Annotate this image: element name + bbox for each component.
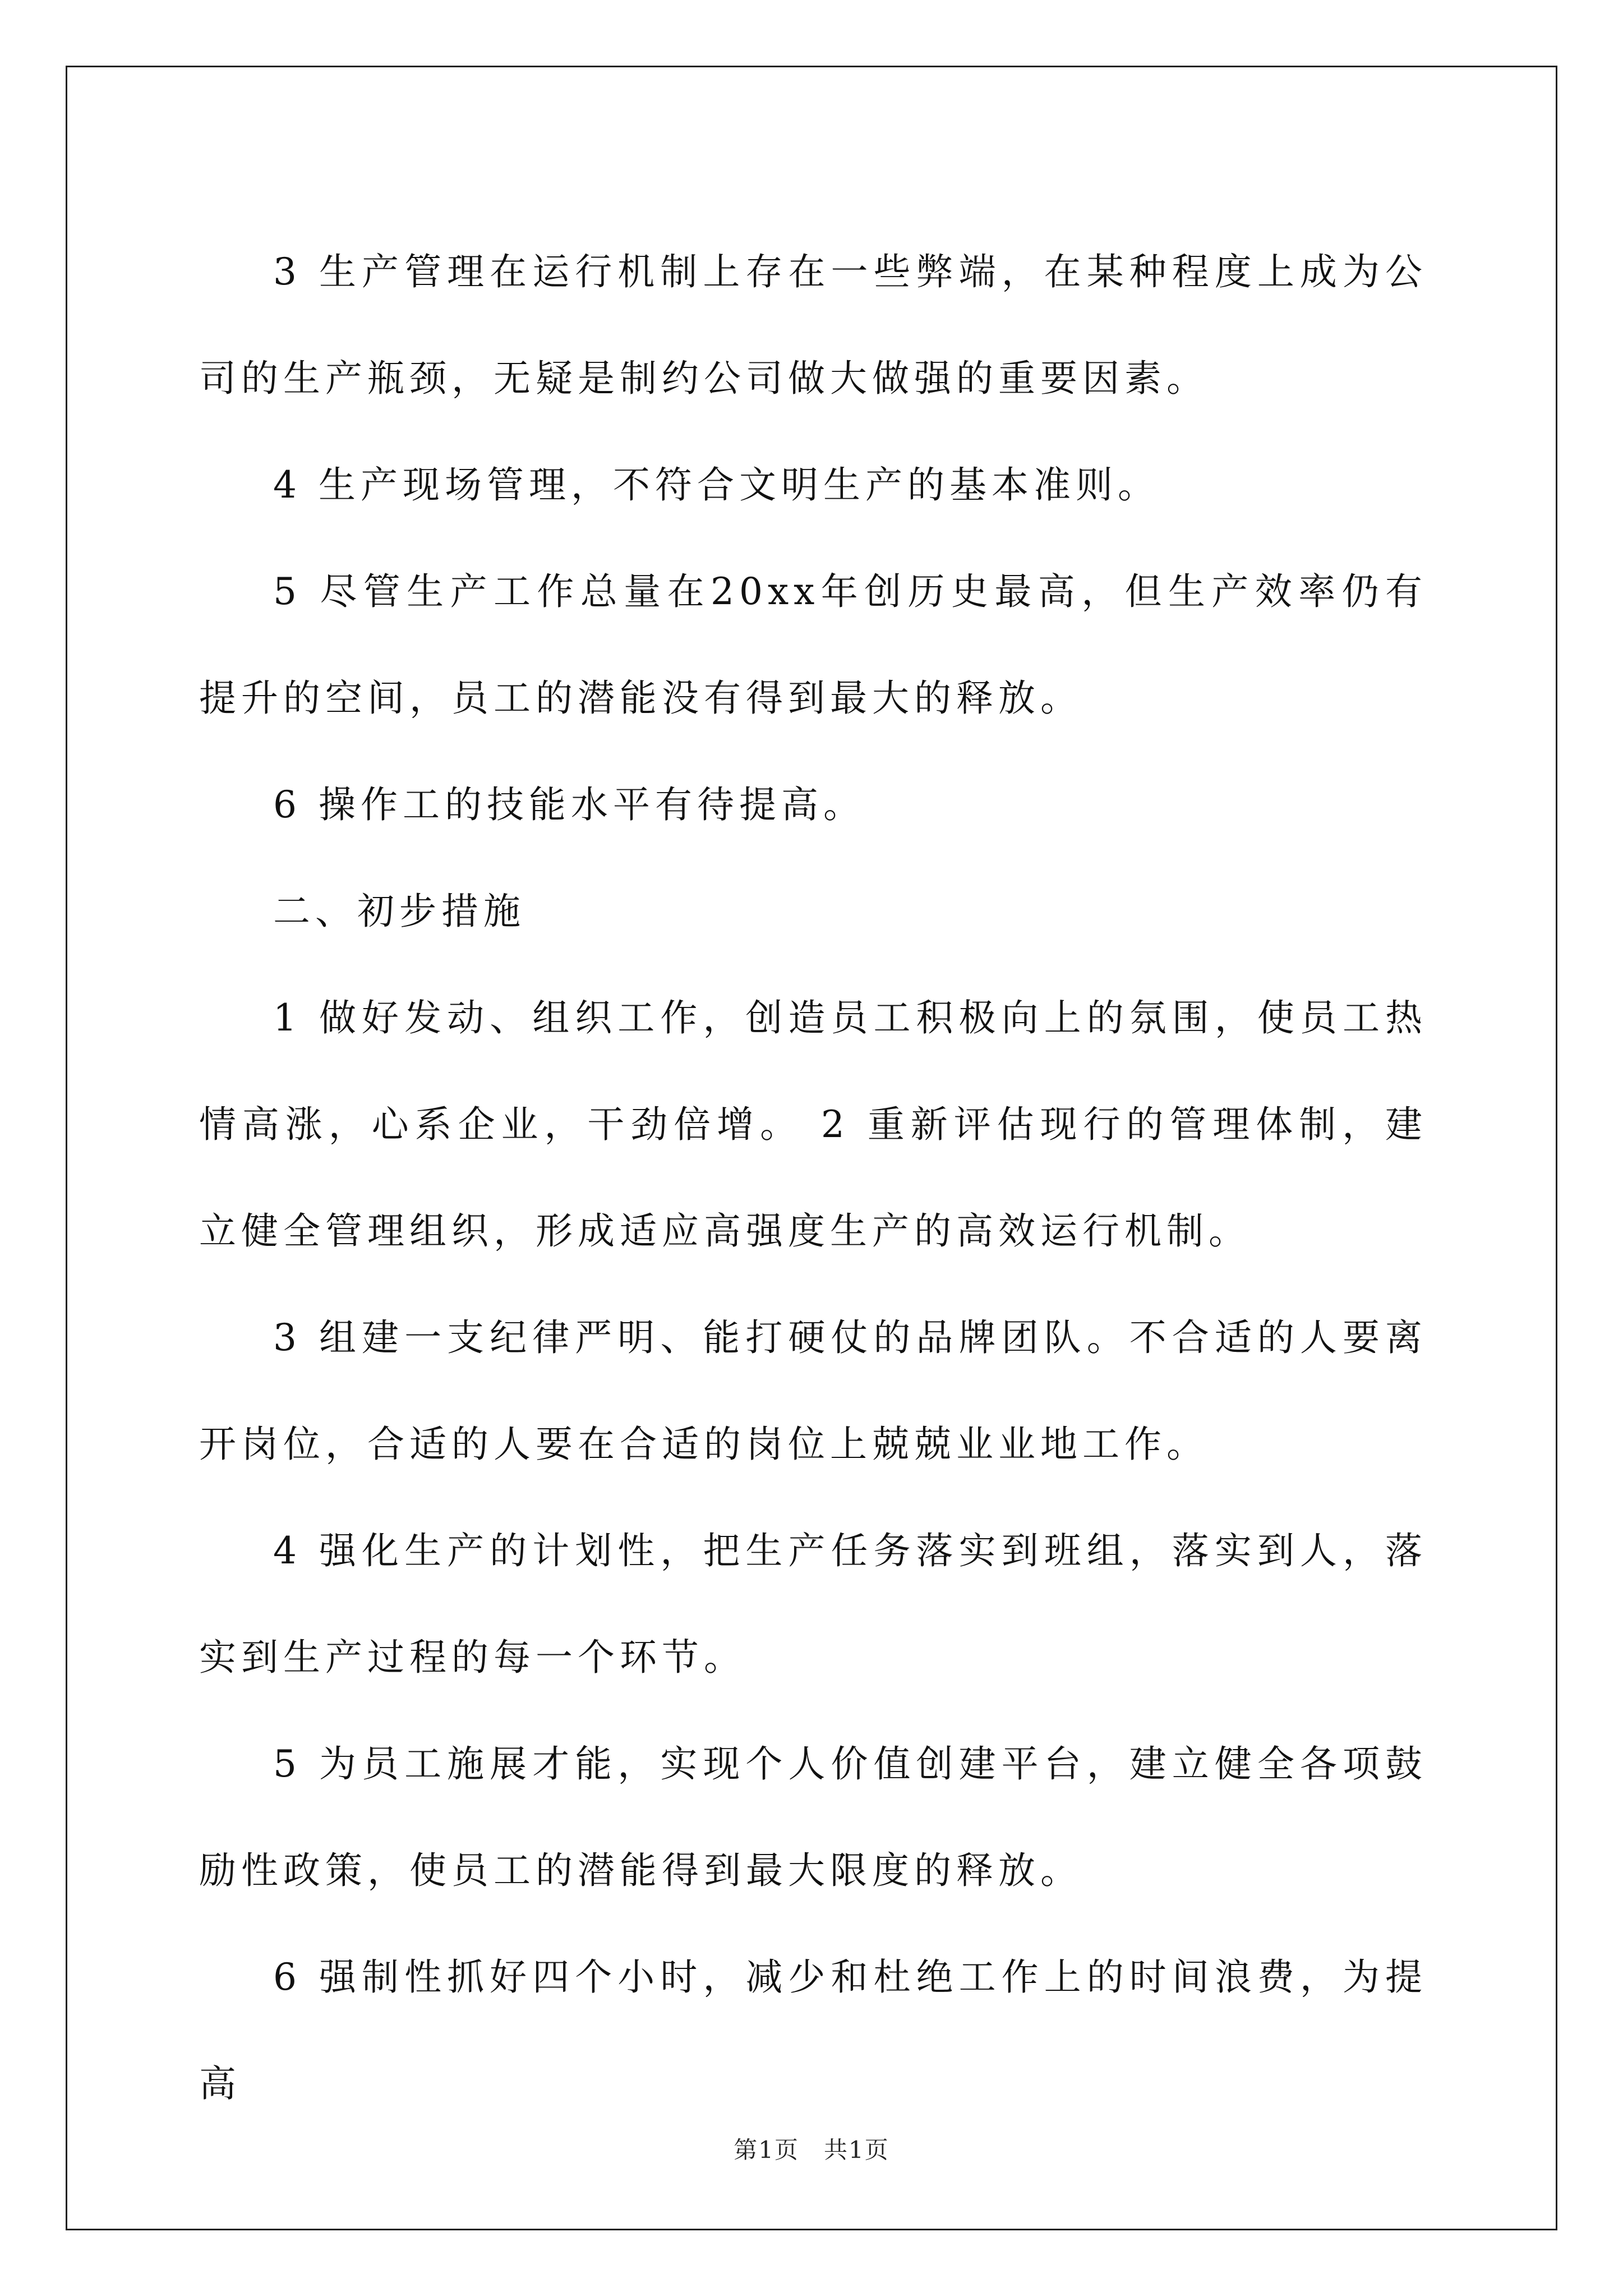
document-body [199, 219, 1427, 2137]
paragraph: 6 强制性抓好四个小时，减少和杜绝工作上的时间浪费，为提高 [199, 1955, 1427, 2105]
paragraph: 4 强化生产的计划性，把生产任务落实到班组，落实到人，落实到生产过程的每一个环节。 [199, 1529, 1427, 1679]
paragraph: 3 生产管理在运行机制上存在一些弊端，在某种程度上成为公司的生产瓶颈，无疑是制约公司做大做强的重要因素。 [199, 250, 1427, 400]
page-number-footer: 第1页 共1页 [734, 2136, 889, 2164]
paragraph: 3 组建一支纪律严明、能打硬仗的品牌团队。不合适的人要离开岗位，合适的人要在合适的岗位上兢兢业业地工作。 [199, 1316, 1427, 1466]
paragraph: 5 为员工施展才能，实现个人价值创建平台，建立健全各项鼓励性政策，使员工的潜能得到最大限度的释放。 [199, 1742, 1427, 1892]
paragraph: 6 操作工的技能水平有待提高。 [273, 783, 865, 826]
paragraph: 1 做好发动、组织工作，创造员工积极向上的氛围，使员工热情高涨，心系企业，干劲倍增。 2 重新评估现行的管理体制，建立健全管理组织，形成适应高强度生产的高效运行机制。 [199, 996, 1427, 1253]
section-heading: 二、初步措施 [273, 890, 525, 933]
paragraph: 5 尽管生产工作总量在20xx年创历史最高，但生产效率仍有提升的空间，员工的潜能没有得到最大的释放。 [199, 570, 1427, 720]
paragraph: 4 生产现场管理，不符合文明生产的基本准则。 [273, 463, 1160, 507]
